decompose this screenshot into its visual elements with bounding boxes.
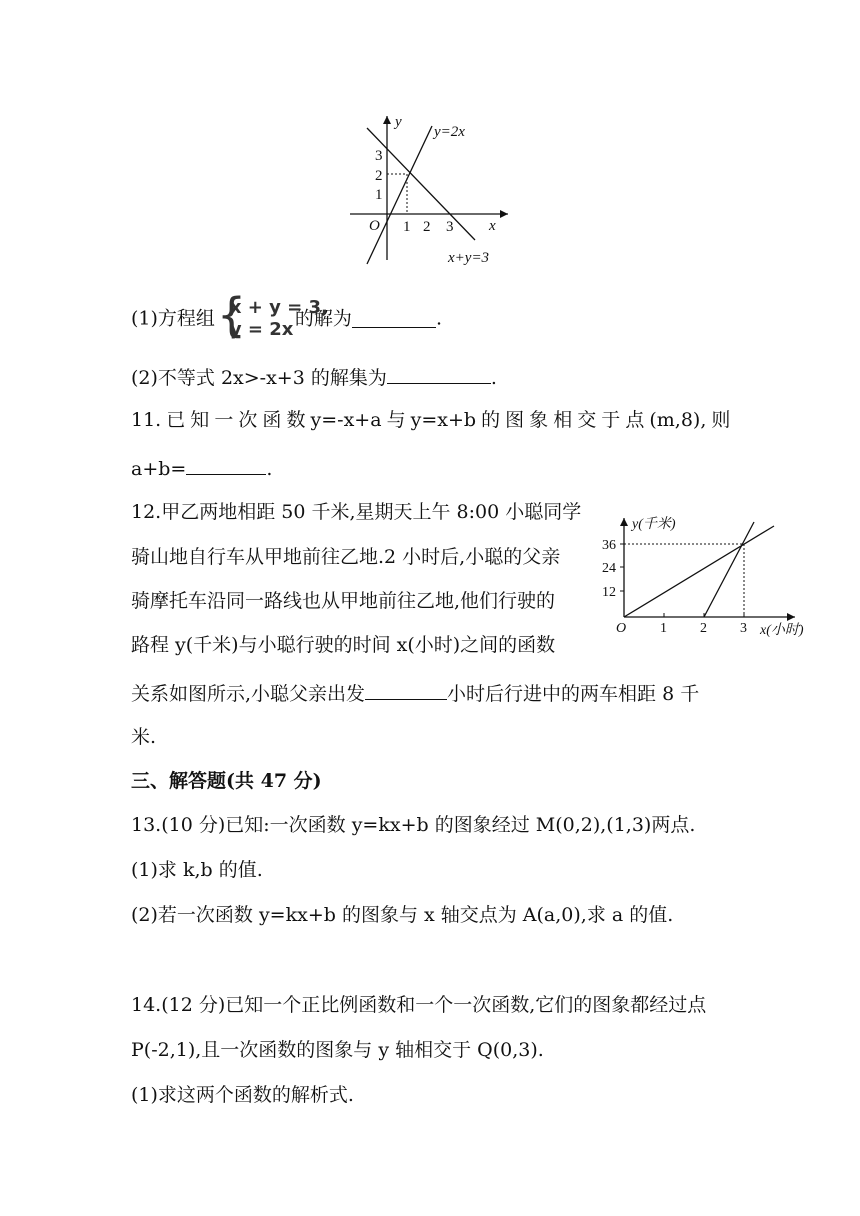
q12-line5-suffix: 小时后行进中的两车相距 8 千 — [447, 683, 700, 705]
x-axis-label: x — [489, 218, 496, 234]
x-tick-label: 2 — [700, 621, 707, 636]
q13-part1: (1)求 k,b 的值. — [131, 859, 263, 881]
answer-blank[interactable] — [352, 311, 436, 328]
x-tick-label: 1 — [403, 219, 411, 235]
equation-2: y = 2x — [229, 319, 294, 340]
q14-line1: 14.(12 分)已知一个正比例函数和一个一次函数,它们的图象都经过点 — [131, 994, 707, 1016]
y-axis-arrow — [383, 116, 391, 124]
x-axis-arrow — [787, 613, 795, 621]
line-x-plus-y-3-label: x+y=3 — [448, 250, 490, 266]
q10-part1 — [131, 288, 442, 344]
q12-line2: 骑山地自行车从甲地前往乙地.2 小时后,小聪的父亲 — [131, 546, 561, 568]
origin-label: O — [369, 218, 380, 234]
line-x-plus-y-3 — [367, 128, 475, 240]
q12-line3: 骑摩托车沿同一路线也从甲地前往乙地,他们行驶的 — [131, 590, 556, 612]
y-axis-arrow — [620, 518, 628, 526]
section-title: 三、解答题(共 47 分) — [131, 770, 322, 792]
x-tick-label: 2 — [423, 219, 431, 235]
distance-time-graph — [592, 512, 824, 642]
q12-line6: 米. — [131, 726, 157, 748]
intersection-graph — [345, 110, 515, 270]
x-tick-label: 3 — [446, 219, 454, 235]
x-tick-label: 1 — [660, 621, 667, 636]
q11-line1 — [131, 411, 730, 430]
y-axis-label: y — [395, 114, 402, 130]
origin-label: O — [616, 621, 627, 636]
x-axis-label: x(小时) — [760, 623, 804, 638]
q10-part1-prefix: (1)方程组 — [131, 307, 215, 330]
equation-1: x + y = 3, — [229, 297, 328, 318]
y-tick-label: 12 — [602, 585, 616, 600]
q14-part1: (1)求这两个函数的解析式. — [131, 1084, 354, 1106]
answer-blank[interactable] — [365, 683, 447, 700]
q12-line5 — [131, 683, 699, 704]
y-axis-label: y(千米) — [632, 517, 676, 532]
period: . — [435, 307, 442, 330]
q13-part2: (2)若一次函数 y=kx+b 的图象与 x 轴交点为 A(a,0),求 a 的值. — [131, 904, 674, 926]
q10-part2-text: (2)不等式 2x>-x+3 的解集为 — [131, 367, 387, 389]
x-axis-arrow — [500, 210, 508, 218]
y-tick-label: 3 — [375, 148, 383, 164]
q10-part2 — [131, 367, 497, 388]
q11-text: 11. 已 知 一 次 函 数 y=-x+a 与 y=x+b 的 图 象 相 交 于 点 (m,8), 则 — [131, 409, 731, 431]
y-tick-label: 2 — [375, 168, 383, 184]
line-y-2x-label: y=2x — [434, 124, 465, 140]
q14-line2: P(-2,1),且一次函数的图象与 y 轴相交于 Q(0,3). — [131, 1039, 544, 1061]
q12-line5-prefix: 关系如图所示,小聪父亲出发 — [131, 683, 366, 705]
q11-prefix: a+b= — [131, 458, 187, 480]
q12-line4: 路程 y(千米)与小聪行驶的时间 x(小时)之间的函数 — [131, 634, 556, 656]
brace-icon: { — [216, 288, 247, 342]
period: . — [266, 458, 273, 480]
period: . — [490, 367, 497, 389]
line-father — [704, 522, 754, 617]
q13-stem: 13.(10 分)已知:一次函数 y=kx+b 的图象经过 M(0,2),(1,3)两点. — [131, 814, 696, 836]
q11-line2 — [131, 458, 272, 479]
x-tick-label: 3 — [740, 621, 747, 636]
y-tick-label: 1 — [375, 187, 383, 203]
y-tick-label: 36 — [602, 538, 616, 553]
q10-part1-suffix: 的解为 — [294, 307, 352, 330]
y-tick-label: 24 — [602, 561, 616, 576]
q12-line1: 12.甲乙两地相距 50 千米,星期天上午 8:00 小聪同学 — [131, 501, 582, 523]
answer-blank[interactable] — [387, 367, 491, 384]
line-xiaocong — [624, 526, 774, 617]
answer-blank[interactable] — [186, 458, 266, 475]
